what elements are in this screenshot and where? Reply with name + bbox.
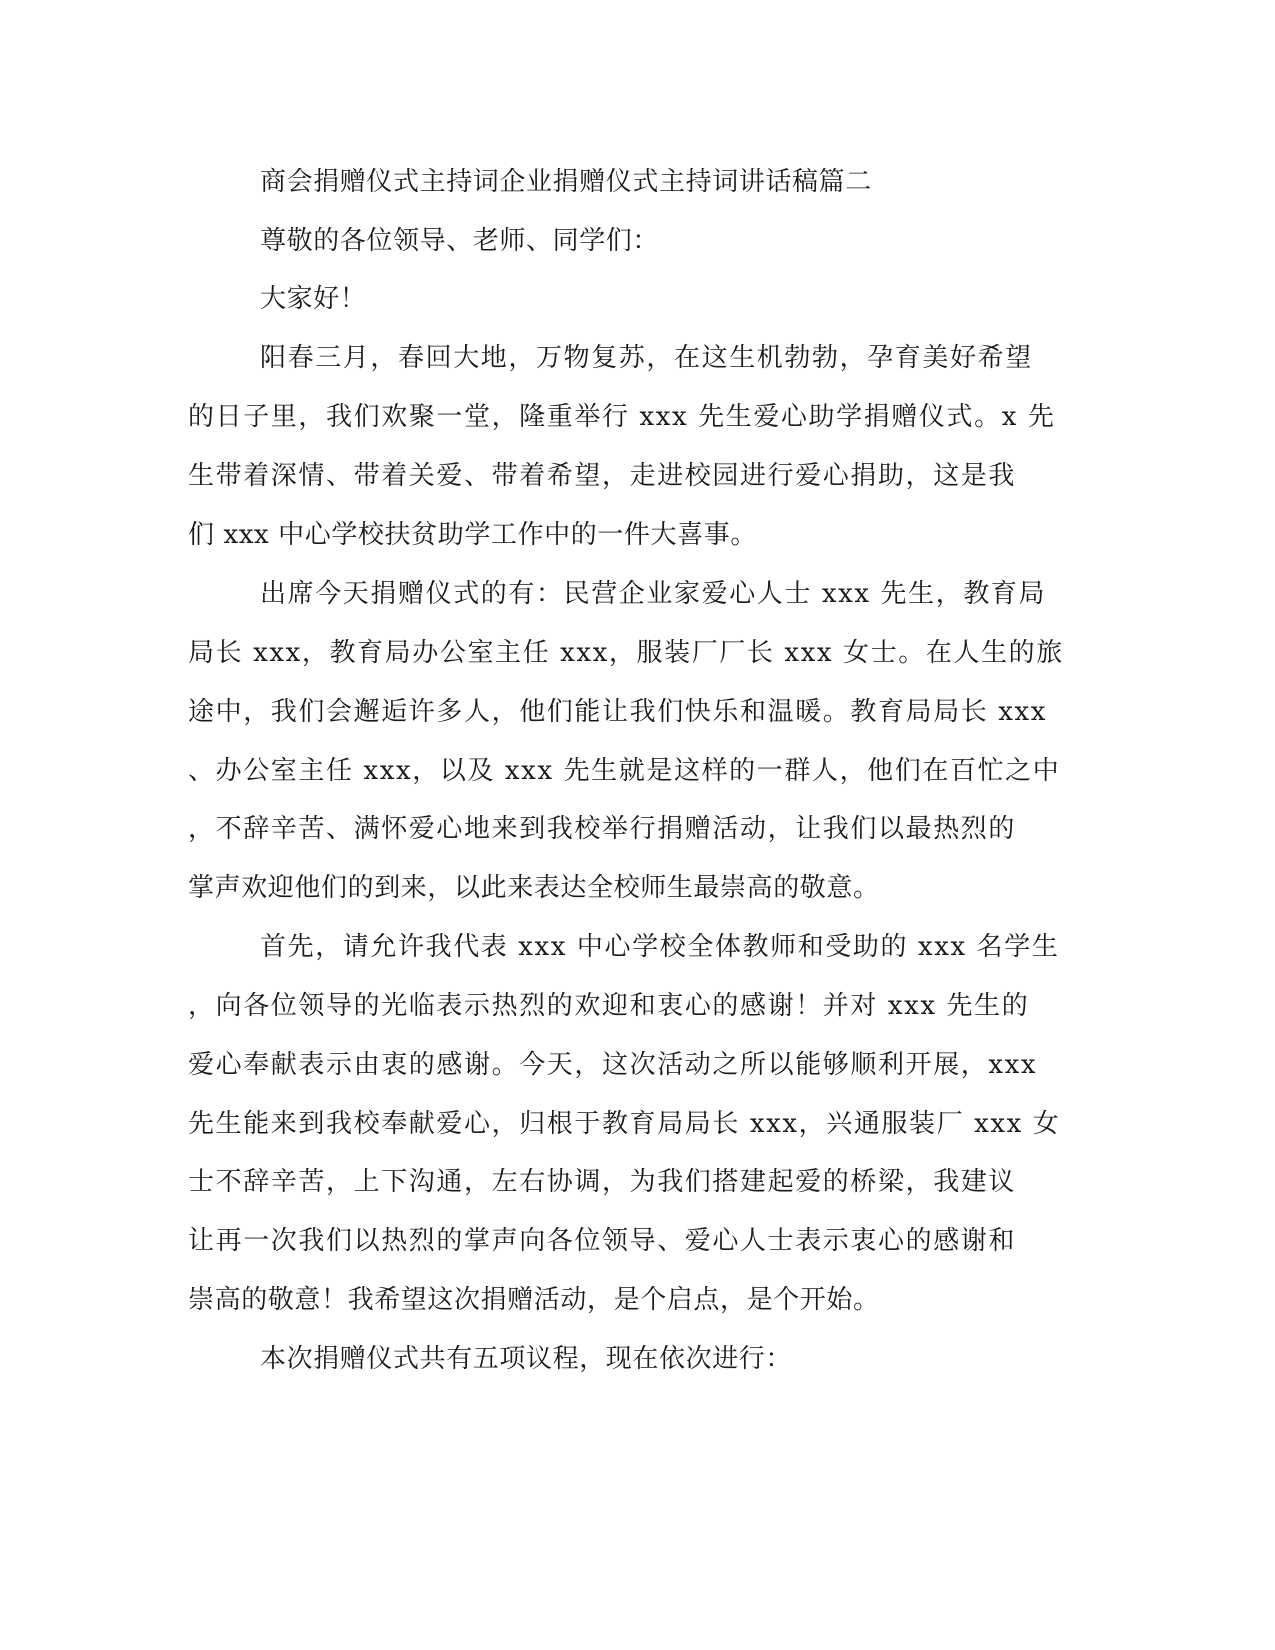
- paragraph-2-line-4: 、办公室主任 xxx，以及 xxx 先生就是这样的一群人，他们在百忙之中: [188, 756, 1061, 786]
- paragraph-1-line-4: 们 xxx 中心学校扶贫助学工作中的一件大喜事。: [188, 520, 757, 550]
- paragraph-2-line-2: 局长 xxx，教育局办公室主任 xxx，服装厂厂长 xxx 女士。在人生的旅: [188, 638, 1064, 668]
- paragraph-3-line-1: 首先，请允许我代表 xxx 中心学校全体教师和受助的 xxx 名学生: [260, 932, 1060, 962]
- document-title: 商会捐赠仪式主持词企业捐赠仪式主持词讲话稿篇二: [260, 167, 872, 197]
- paragraph-1-line-2: 的日子里，我们欢聚一堂，隆重举行 xxx 先生爱心助学捐赠仪式。x 先: [188, 402, 1056, 432]
- paragraph-2-line-6: 掌声欢迎他们的到来，以此来表达全校师生最崇高的敬意。: [188, 873, 880, 903]
- paragraph-3-line-7: 崇高的敬意！我希望这次捐赠活动，是个启点，是个开始。: [188, 1285, 880, 1315]
- paragraph-1-line-3: 生带着深情、带着关爱、带着希望，走进校园进行爱心捐助，这是我: [188, 461, 1017, 491]
- paragraph-3-line-2: ，向各位领导的光临表示热烈的欢迎和衷心的感谢！并对 xxx 先生的: [188, 991, 1030, 1021]
- paragraph-3-line-3: 爱心奉献表示由衷的感谢。今天，这次活动之所以能够顺利开展，xxx: [188, 1050, 1038, 1080]
- greeting: 大家好！: [260, 284, 367, 314]
- paragraph-3-line-5: 士不辞辛苦，上下沟通，左右协调，为我们搭建起爱的桥梁，我建议: [188, 1167, 1017, 1197]
- paragraph-2-line-1: 出席今天捐赠仪式的有：民营企业家爱心人士 xxx 先生，教育局: [260, 579, 1047, 609]
- paragraph-4-line-1: 本次捐赠仪式共有五项议程，现在依次进行：: [260, 1344, 793, 1374]
- paragraph-2-line-5: ，不辞辛苦、满怀爱心地来到我校举行捐赠活动，让我们以最热烈的: [188, 814, 1017, 844]
- salutation: 尊敬的各位领导、老师、同学们：: [260, 226, 660, 256]
- paragraph-2-line-3: 途中，我们会邂逅许多人，他们能让我们快乐和温暖。教育局局长 xxx: [188, 697, 1048, 727]
- paragraph-3-line-4: 先生能来到我校奉献爱心，归根于教育局局长 xxx，兴通服装厂 xxx 女: [188, 1109, 1061, 1139]
- paragraph-3-line-6: 让再一次我们以热烈的掌声向各位领导、爱心人士表示衷心的感谢和: [188, 1226, 1017, 1256]
- paragraph-1-line-1: 阳春三月，春回大地，万物复苏，在这生机勃勃，孕育美好希望: [260, 343, 1033, 373]
